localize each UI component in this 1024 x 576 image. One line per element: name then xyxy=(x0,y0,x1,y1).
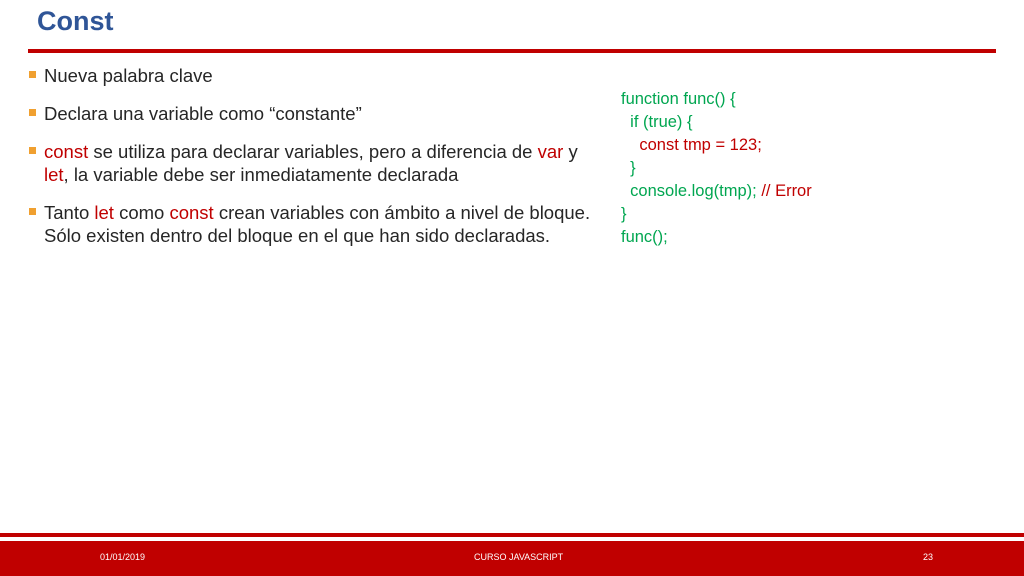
keyword-let: let xyxy=(94,202,114,223)
keyword-let: let xyxy=(44,164,64,185)
footer-date: 01/01/2019 xyxy=(100,552,146,562)
bullet-text: se utiliza para declarar variables, pero a diferencia de xyxy=(88,141,538,162)
code-statement: console.log(tmp); xyxy=(621,182,762,200)
bullet-text: Declara una variable como “constante” xyxy=(44,103,362,124)
square-bullet-icon xyxy=(29,109,36,116)
square-bullet-icon xyxy=(29,208,36,215)
bullet-text: Tanto xyxy=(44,202,95,223)
bullet-item xyxy=(28,102,593,125)
code-line: } xyxy=(621,159,636,177)
bullet-text: , la variable debe ser inmediatamente declarada xyxy=(63,164,459,185)
bullet-text: crean variables con ámbito a nivel de bloque. Sólo existen dentro del bloque en el que han sido declaradas. xyxy=(44,202,591,246)
title-divider xyxy=(28,49,996,53)
code-line: } xyxy=(621,205,627,223)
keyword-const: const xyxy=(169,202,214,223)
code-line: const tmp = 123; xyxy=(621,136,762,154)
square-bullet-icon xyxy=(29,71,36,78)
bullet-list xyxy=(28,64,593,262)
keyword-var: var xyxy=(537,141,564,162)
bullet-text: y xyxy=(563,141,578,162)
bullet-text: como xyxy=(113,202,170,223)
bullet-item xyxy=(28,201,593,247)
code-line: if (true) { xyxy=(621,113,693,131)
code-line: func(); xyxy=(621,228,668,246)
slide-number: 23 xyxy=(923,552,934,562)
keyword-const: const xyxy=(44,141,89,162)
footer-course-title: CURSO JAVASCRIPT xyxy=(474,552,564,562)
code-comment: // Error xyxy=(761,182,812,200)
bullet-item xyxy=(28,140,593,186)
code-line: function func() { xyxy=(621,90,736,108)
code-snippet xyxy=(621,88,812,249)
bullet-item xyxy=(28,64,593,87)
footer-divider xyxy=(0,533,1024,537)
slide-title: Const xyxy=(37,6,114,36)
square-bullet-icon xyxy=(29,147,36,154)
code-line xyxy=(621,180,812,203)
bullet-text: Nueva palabra clave xyxy=(44,65,213,86)
